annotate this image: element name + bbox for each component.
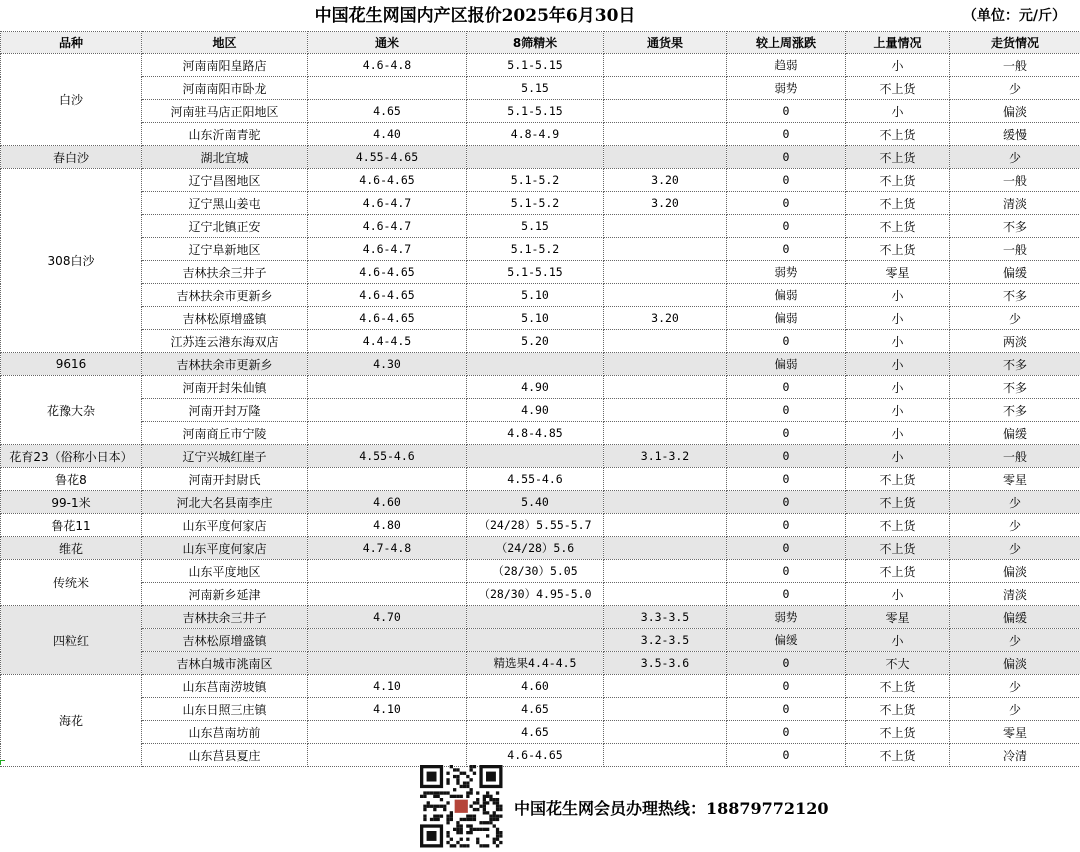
tongmi-cell: 4.6-4.65 [308, 284, 467, 307]
sales-cell: 不多 [950, 399, 1080, 422]
region-cell: 山东莒县夏庄 [142, 744, 308, 767]
tonghuoguo-cell [604, 215, 727, 238]
tongmi-cell: 4.6-4.7 [308, 192, 467, 215]
change-cell: 0 [727, 698, 846, 721]
sales-cell: 一般 [950, 445, 1080, 468]
table-row [1, 238, 1080, 261]
sales-cell: 清淡 [950, 192, 1080, 215]
variety-cell: 维花 [1, 537, 142, 560]
table-row [1, 100, 1080, 123]
tongmi-cell: 4.6-4.7 [308, 238, 467, 261]
tonghuoguo-cell: 3.3-3.5 [604, 606, 727, 629]
supply-cell: 小 [846, 583, 950, 606]
supply-cell: 不上货 [846, 215, 950, 238]
supply-cell: 小 [846, 353, 950, 376]
table-row [1, 261, 1080, 284]
region-cell: 河南开封万隆 [142, 399, 308, 422]
tonghuoguo-cell [604, 399, 727, 422]
region-cell: 山东沂南青驼 [142, 123, 308, 146]
region-cell: 吉林扶余三井子 [142, 261, 308, 284]
change-cell: 偏弱 [727, 307, 846, 330]
tongmi-cell [308, 376, 467, 399]
change-cell: 0 [727, 652, 846, 675]
column-header: 走货情况 [950, 32, 1080, 54]
tongmi-cell [308, 77, 467, 100]
supply-cell: 小 [846, 54, 950, 77]
tongmi-cell: 4.80 [308, 514, 467, 537]
variety-cell: 海花 [1, 675, 142, 767]
qr-code-icon [418, 764, 506, 848]
sales-cell: 少 [950, 514, 1080, 537]
sales-cell: 偏淡 [950, 560, 1080, 583]
tongmi-cell: 4.6-4.65 [308, 261, 467, 284]
region-cell: 辽宁兴城红崖子 [142, 445, 308, 468]
supply-cell: 不上货 [846, 675, 950, 698]
sales-cell: 少 [950, 629, 1080, 652]
tonghuoguo-cell: 3.20 [604, 192, 727, 215]
table-row [1, 560, 1080, 583]
column-header: 较上周涨跌 [727, 32, 846, 54]
jingmi-cell: （24/28）5.6 [467, 537, 604, 560]
tonghuoguo-cell [604, 376, 727, 399]
sales-cell: 少 [950, 698, 1080, 721]
change-cell: 0 [727, 376, 846, 399]
table-row [1, 376, 1080, 399]
table-row [1, 330, 1080, 353]
table-row [1, 399, 1080, 422]
tonghuoguo-cell: 3.2-3.5 [604, 629, 727, 652]
variety-cell: 99-1米 [1, 491, 142, 514]
region-cell: 山东平度地区 [142, 560, 308, 583]
change-cell: 0 [727, 537, 846, 560]
table-row [1, 422, 1080, 445]
change-cell: 0 [727, 422, 846, 445]
tongmi-cell [308, 629, 467, 652]
column-header: 8筛精米 [467, 32, 604, 54]
jingmi-cell: 4.60 [467, 675, 604, 698]
variety-cell: 鲁花8 [1, 468, 142, 491]
supply-cell: 不上货 [846, 238, 950, 261]
table-row [1, 169, 1080, 192]
sales-cell: 一般 [950, 238, 1080, 261]
tonghuoguo-cell: 3.20 [604, 169, 727, 192]
region-cell: 辽宁黑山姜屯 [142, 192, 308, 215]
jingmi-cell: 5.1-5.2 [467, 192, 604, 215]
table-row [1, 192, 1080, 215]
tongmi-cell [308, 652, 467, 675]
change-cell: 0 [727, 100, 846, 123]
sales-cell: 不多 [950, 215, 1080, 238]
change-cell: 弱势 [727, 77, 846, 100]
supply-cell: 不上货 [846, 491, 950, 514]
change-cell: 偏弱 [727, 353, 846, 376]
tonghuoguo-cell [604, 330, 727, 353]
region-cell: 辽宁阜新地区 [142, 238, 308, 261]
change-cell: 0 [727, 192, 846, 215]
table-body [1, 54, 1080, 767]
supply-cell: 不上货 [846, 721, 950, 744]
tongmi-cell: 4.6-4.8 [308, 54, 467, 77]
column-header: 地区 [142, 32, 308, 54]
supply-cell: 不上货 [846, 537, 950, 560]
tonghuoguo-cell [604, 468, 727, 491]
tongmi-cell: 4.6-4.65 [308, 169, 467, 192]
jingmi-cell: 精选果4.4-4.5 [467, 652, 604, 675]
jingmi-cell [467, 606, 604, 629]
tongmi-cell [308, 721, 467, 744]
change-cell: 0 [727, 215, 846, 238]
region-cell: 山东日照三庄镇 [142, 698, 308, 721]
supply-cell: 小 [846, 445, 950, 468]
sales-cell: 少 [950, 146, 1080, 169]
tonghuoguo-cell [604, 238, 727, 261]
tongmi-cell: 4.4-4.5 [308, 330, 467, 353]
region-cell: 吉林白城市洮南区 [142, 652, 308, 675]
jingmi-cell: 5.20 [467, 330, 604, 353]
hotline-text: 中国花生网会员办理热线：18879772120 [514, 796, 828, 819]
price-table [0, 31, 1080, 767]
table-row [1, 629, 1080, 652]
sales-cell: 零星 [950, 721, 1080, 744]
variety-cell: 白沙 [1, 54, 142, 146]
tongmi-cell: 4.30 [308, 353, 467, 376]
tonghuoguo-cell [604, 537, 727, 560]
region-cell: 江苏连云港东海双店 [142, 330, 308, 353]
jingmi-cell: 5.40 [467, 491, 604, 514]
supply-cell: 不大 [846, 652, 950, 675]
variety-cell: 春白沙 [1, 146, 142, 169]
region-cell: 吉林扶余市更新乡 [142, 284, 308, 307]
page-title: 中国花生网国内产区报价2025年6月30日 [0, 0, 950, 32]
table-row [1, 675, 1080, 698]
sales-cell: 清淡 [950, 583, 1080, 606]
jingmi-cell: 5.1-5.15 [467, 100, 604, 123]
tonghuoguo-cell: 3.20 [604, 307, 727, 330]
supply-cell: 小 [846, 399, 950, 422]
change-cell: 0 [727, 238, 846, 261]
jingmi-cell: 5.1-5.2 [467, 169, 604, 192]
variety-cell: 308白沙 [1, 169, 142, 353]
tonghuoguo-cell [604, 284, 727, 307]
tongmi-cell: 4.7-4.8 [308, 537, 467, 560]
supply-cell: 不上货 [846, 560, 950, 583]
sales-cell: 缓慢 [950, 123, 1080, 146]
change-cell: 趋弱 [727, 54, 846, 77]
tonghuoguo-cell [604, 123, 727, 146]
table-row [1, 491, 1080, 514]
change-cell: 0 [727, 514, 846, 537]
sales-cell: 偏缓 [950, 606, 1080, 629]
region-cell: 河南开封尉氏 [142, 468, 308, 491]
sales-cell: 少 [950, 537, 1080, 560]
supply-cell: 不上货 [846, 77, 950, 100]
tongmi-cell: 4.6-4.65 [308, 307, 467, 330]
table-row [1, 123, 1080, 146]
jingmi-cell: 5.15 [467, 215, 604, 238]
region-cell: 辽宁昌图地区 [142, 169, 308, 192]
change-cell: 0 [727, 399, 846, 422]
region-cell: 湖北宜城 [142, 146, 308, 169]
supply-cell: 不上货 [846, 744, 950, 767]
sales-cell: 偏缓 [950, 422, 1080, 445]
jingmi-cell: （28/30）5.05 [467, 560, 604, 583]
column-header: 通米 [308, 32, 467, 54]
supply-cell: 小 [846, 629, 950, 652]
sales-cell: 少 [950, 491, 1080, 514]
change-cell: 0 [727, 491, 846, 514]
region-cell: 山东平度何家店 [142, 537, 308, 560]
tonghuoguo-cell [604, 491, 727, 514]
jingmi-cell: 4.8-4.85 [467, 422, 604, 445]
sales-cell: 偏淡 [950, 652, 1080, 675]
table-row [1, 721, 1080, 744]
column-header: 上量情况 [846, 32, 950, 54]
table-row [1, 583, 1080, 606]
tonghuoguo-cell [604, 77, 727, 100]
supply-cell: 小 [846, 376, 950, 399]
region-cell: 河南商丘市宁陵 [142, 422, 308, 445]
change-cell: 0 [727, 560, 846, 583]
tonghuoguo-cell [604, 54, 727, 77]
change-cell: 偏弱 [727, 284, 846, 307]
tongmi-cell [308, 583, 467, 606]
sales-cell: 不多 [950, 376, 1080, 399]
region-cell: 河南开封朱仙镇 [142, 376, 308, 399]
tongmi-cell: 4.10 [308, 675, 467, 698]
sales-cell: 偏缓 [950, 261, 1080, 284]
supply-cell: 不上货 [846, 169, 950, 192]
sales-cell: 偏淡 [950, 100, 1080, 123]
jingmi-cell: 4.90 [467, 399, 604, 422]
variety-cell: 9616 [1, 353, 142, 376]
region-cell: 吉林扶余三井子 [142, 606, 308, 629]
variety-cell: 传统米 [1, 560, 142, 606]
jingmi-cell: （24/28）5.55-5.7 [467, 514, 604, 537]
region-cell: 河南新乡延津 [142, 583, 308, 606]
table-row [1, 77, 1080, 100]
tonghuoguo-cell [604, 583, 727, 606]
supply-cell: 不上货 [846, 698, 950, 721]
jingmi-cell [467, 146, 604, 169]
change-cell: 弱势 [727, 261, 846, 284]
jingmi-cell: 5.1-5.15 [467, 261, 604, 284]
supply-cell: 小 [846, 307, 950, 330]
region-cell: 吉林扶余市更新乡 [142, 353, 308, 376]
jingmi-cell: 5.10 [467, 284, 604, 307]
table-row [1, 537, 1080, 560]
sales-cell: 一般 [950, 169, 1080, 192]
change-cell: 0 [727, 169, 846, 192]
table-row [1, 307, 1080, 330]
change-cell: 0 [727, 675, 846, 698]
jingmi-cell: 4.65 [467, 721, 604, 744]
jingmi-cell: （28/30）4.95-5.0 [467, 583, 604, 606]
supply-cell: 零星 [846, 261, 950, 284]
variety-cell: 四粒红 [1, 606, 142, 675]
table-row [1, 215, 1080, 238]
change-cell: 0 [727, 583, 846, 606]
unit-label: （单位：元/斤） [963, 0, 1066, 32]
sales-cell: 少 [950, 77, 1080, 100]
tonghuoguo-cell [604, 675, 727, 698]
supply-cell: 不上货 [846, 514, 950, 537]
column-header: 通货果 [604, 32, 727, 54]
jingmi-cell: 4.8-4.9 [467, 123, 604, 146]
table-row [1, 514, 1080, 537]
jingmi-cell: 4.65 [467, 698, 604, 721]
sales-cell: 冷清 [950, 744, 1080, 767]
tongmi-cell: 4.40 [308, 123, 467, 146]
header-row [1, 32, 1080, 54]
change-cell: 0 [727, 146, 846, 169]
region-cell: 河北大名县南李庄 [142, 491, 308, 514]
region-cell: 山东莒南涝坡镇 [142, 675, 308, 698]
tonghuoguo-cell [604, 721, 727, 744]
region-cell: 吉林松原增盛镇 [142, 307, 308, 330]
jingmi-cell: 4.55-4.6 [467, 468, 604, 491]
supply-cell: 不上货 [846, 146, 950, 169]
jingmi-cell: 4.6-4.65 [467, 744, 604, 767]
jingmi-cell: 5.1-5.2 [467, 238, 604, 261]
change-cell: 0 [727, 445, 846, 468]
tongmi-cell: 4.55-4.65 [308, 146, 467, 169]
tongmi-cell [308, 560, 467, 583]
tonghuoguo-cell: 3.5-3.6 [604, 652, 727, 675]
tonghuoguo-cell [604, 261, 727, 284]
tonghuoguo-cell: 3.1-3.2 [604, 445, 727, 468]
sales-cell: 少 [950, 675, 1080, 698]
variety-cell: 花豫大杂 [1, 376, 142, 445]
change-cell: 偏缓 [727, 629, 846, 652]
table-row [1, 284, 1080, 307]
tongmi-cell: 4.10 [308, 698, 467, 721]
table-row [1, 606, 1080, 629]
table-row [1, 445, 1080, 468]
region-cell: 山东平度何家店 [142, 514, 308, 537]
region-cell: 河南南阳市卧龙 [142, 77, 308, 100]
tongmi-cell: 4.70 [308, 606, 467, 629]
tonghuoguo-cell [604, 146, 727, 169]
change-cell: 0 [727, 744, 846, 767]
sales-cell: 不多 [950, 284, 1080, 307]
tonghuoguo-cell [604, 514, 727, 537]
supply-cell: 小 [846, 330, 950, 353]
sales-cell: 一般 [950, 54, 1080, 77]
footer [0, 764, 1080, 850]
tongmi-cell: 4.55-4.6 [308, 445, 467, 468]
region-cell: 山东莒南坊前 [142, 721, 308, 744]
tongmi-cell [308, 399, 467, 422]
column-header: 品种 [1, 32, 142, 54]
tongmi-cell: 4.60 [308, 491, 467, 514]
tonghuoguo-cell [604, 353, 727, 376]
sales-cell: 少 [950, 307, 1080, 330]
jingmi-cell: 5.15 [467, 77, 604, 100]
table-row [1, 353, 1080, 376]
tonghuoguo-cell [604, 100, 727, 123]
region-cell: 辽宁北镇正安 [142, 215, 308, 238]
supply-cell: 零星 [846, 606, 950, 629]
tongmi-cell: 4.6-4.7 [308, 215, 467, 238]
variety-cell: 花育23（俗称小日本） [1, 445, 142, 468]
jingmi-cell: 5.10 [467, 307, 604, 330]
title-bar [0, 0, 1080, 32]
sales-cell: 不多 [950, 353, 1080, 376]
change-cell: 0 [727, 123, 846, 146]
change-cell: 0 [727, 721, 846, 744]
table-row [1, 652, 1080, 675]
region-cell: 河南驻马店正阳地区 [142, 100, 308, 123]
table-row [1, 54, 1080, 77]
supply-cell: 小 [846, 284, 950, 307]
table-row [1, 468, 1080, 491]
sales-cell: 零星 [950, 468, 1080, 491]
region-cell: 河南南阳皇路店 [142, 54, 308, 77]
supply-cell: 小 [846, 100, 950, 123]
supply-cell: 不上货 [846, 468, 950, 491]
supply-cell: 不上货 [846, 192, 950, 215]
jingmi-cell [467, 629, 604, 652]
tonghuoguo-cell [604, 422, 727, 445]
jingmi-cell: 4.90 [467, 376, 604, 399]
supply-cell: 不上货 [846, 123, 950, 146]
tonghuoguo-cell [604, 560, 727, 583]
change-cell: 0 [727, 468, 846, 491]
supply-cell: 小 [846, 422, 950, 445]
change-cell: 弱势 [727, 606, 846, 629]
jingmi-cell: 5.1-5.15 [467, 54, 604, 77]
sales-cell: 两淡 [950, 330, 1080, 353]
jingmi-cell [467, 353, 604, 376]
variety-cell: 鲁花11 [1, 514, 142, 537]
region-cell: 吉林松原增盛镇 [142, 629, 308, 652]
tongmi-cell [308, 422, 467, 445]
tongmi-cell: 4.65 [308, 100, 467, 123]
tongmi-cell [308, 468, 467, 491]
change-cell: 0 [727, 330, 846, 353]
tonghuoguo-cell [604, 698, 727, 721]
table-row [1, 146, 1080, 169]
table-row [1, 698, 1080, 721]
jingmi-cell [467, 445, 604, 468]
